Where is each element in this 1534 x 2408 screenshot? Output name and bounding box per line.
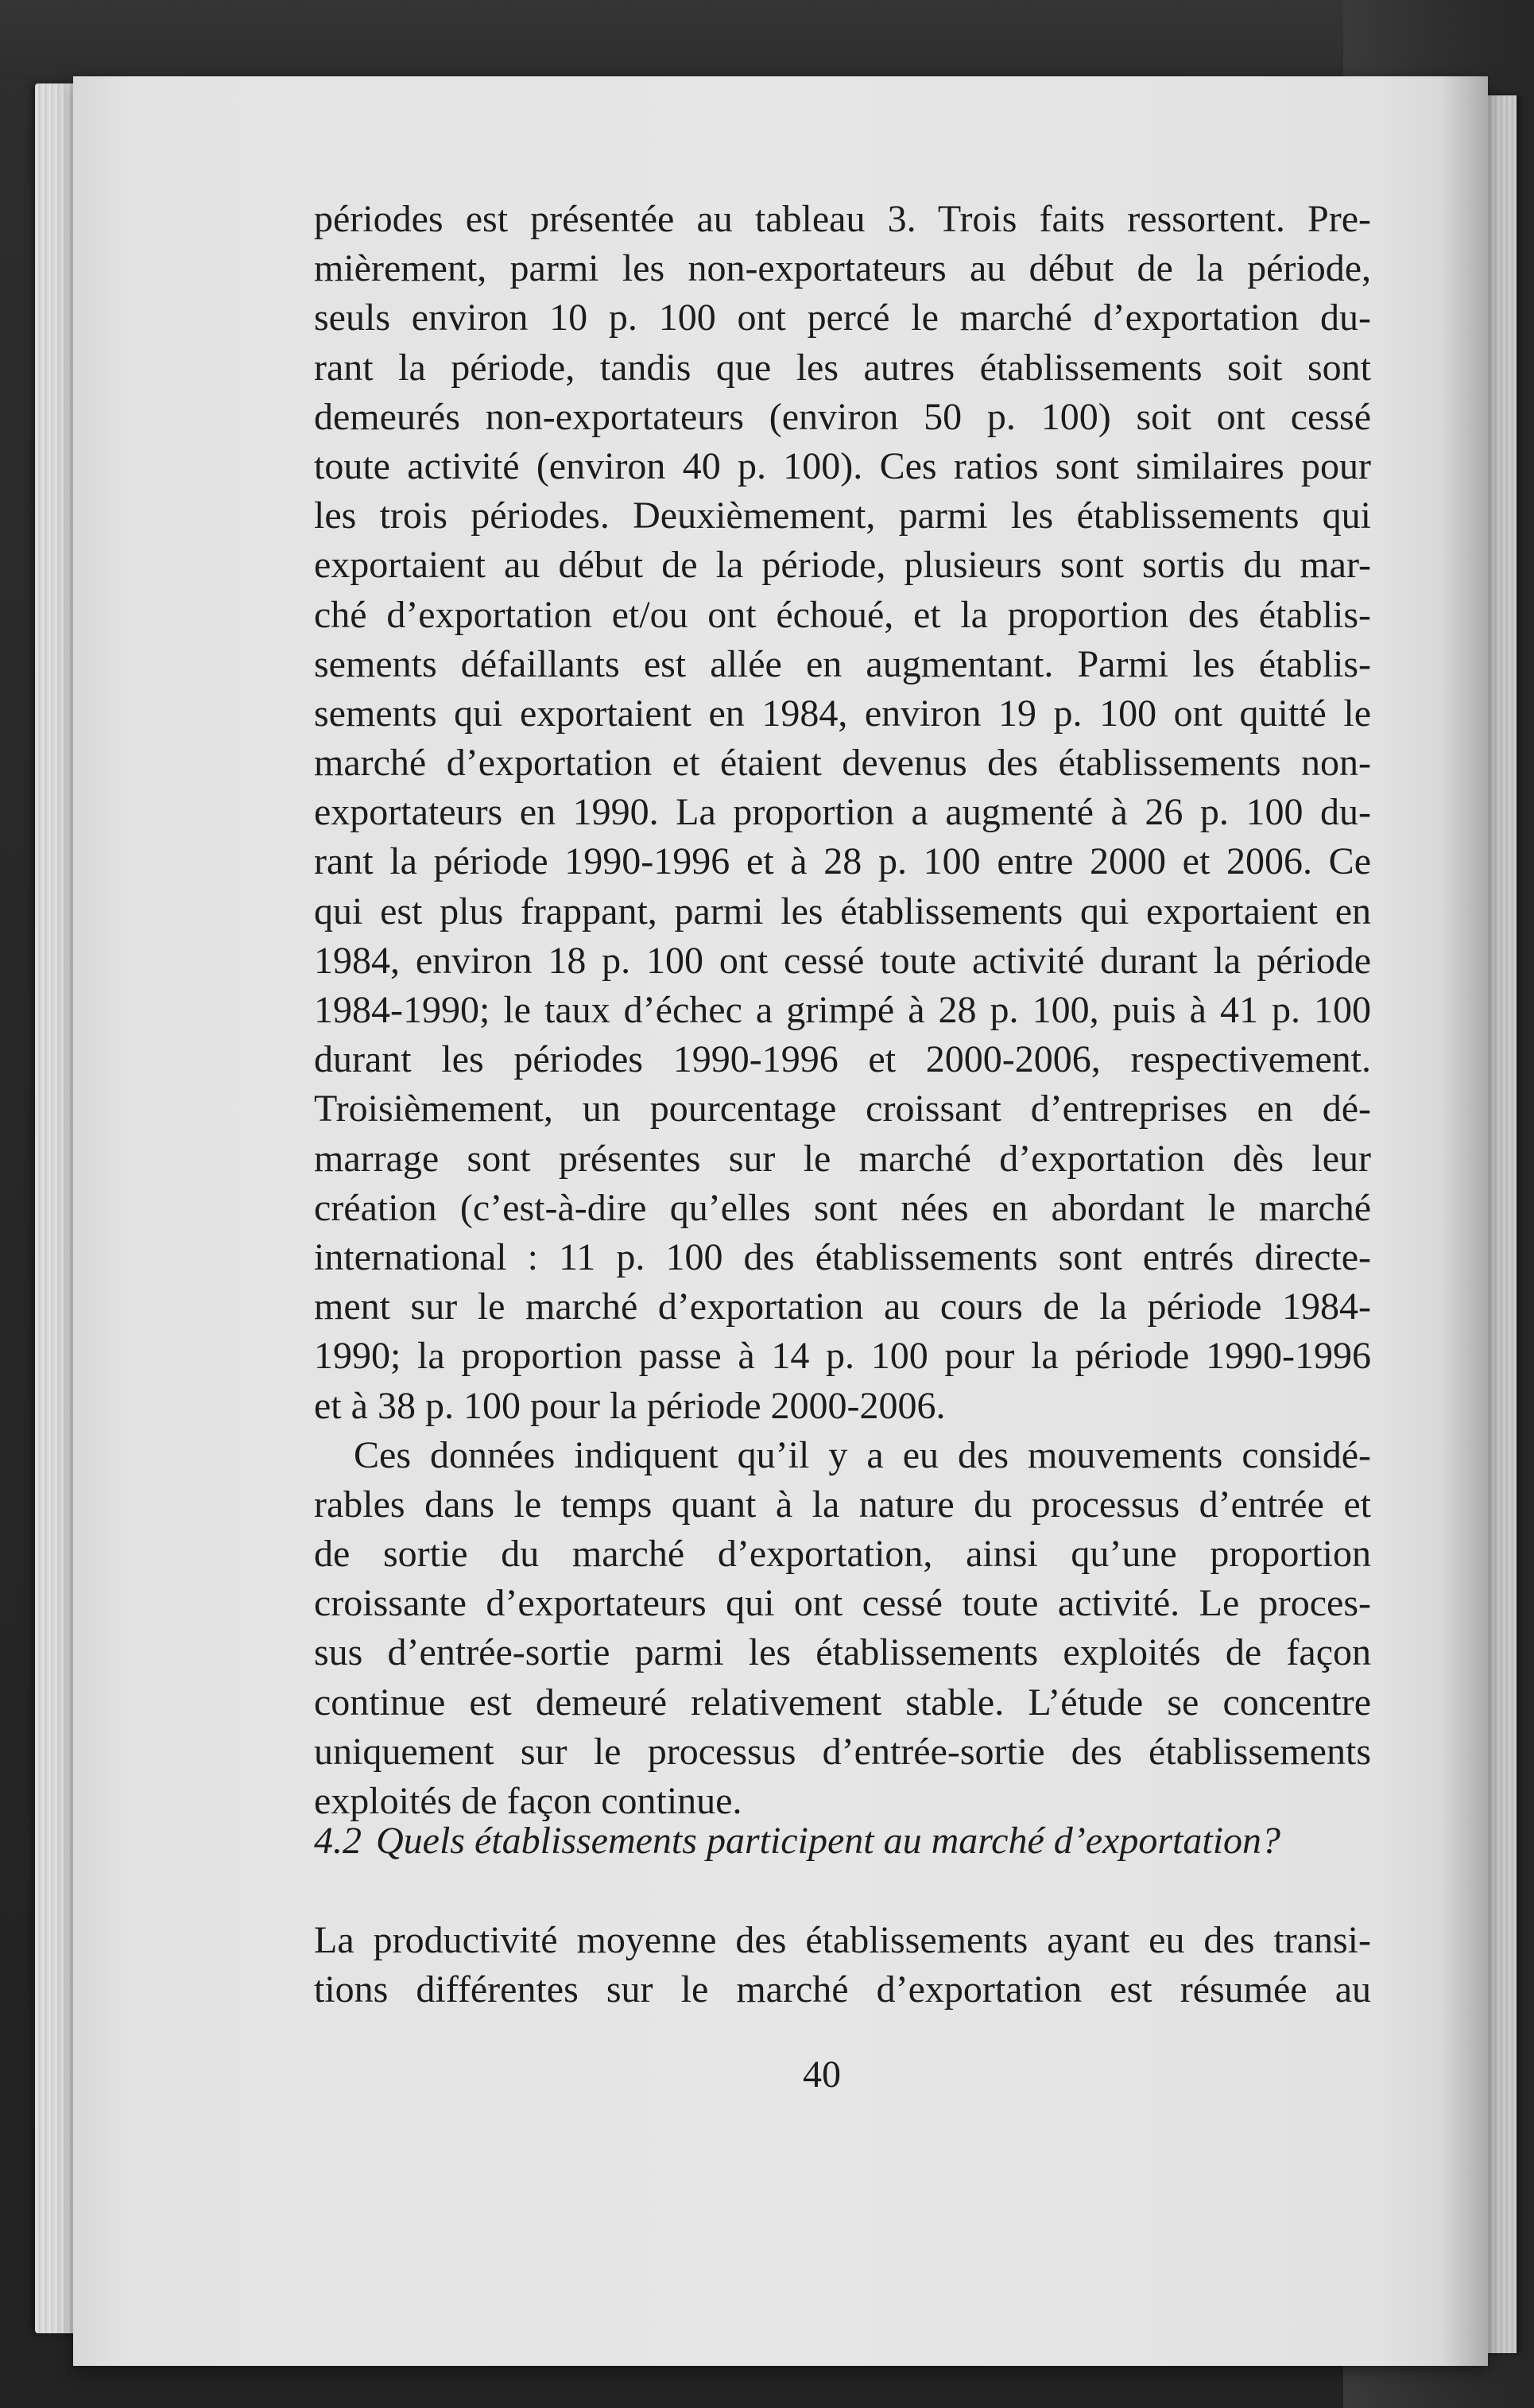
text-line: demeurés non-exportateurs (environ 50 p. 100) soit ont cessé xyxy=(314,395,1371,438)
text-line: sements défaillants est allée en augmentant. Parmi les établis- xyxy=(314,642,1371,685)
text-line: de sortie du marché d’exportation, ainsi qu’une proportion xyxy=(314,1533,1371,1576)
section-title: Quels établissements participent au marché d’exportation? xyxy=(376,1820,1281,1862)
page-number: 40 xyxy=(803,2053,841,2096)
text-line: international : 11 p. 100 des établissements sont entrés directe- xyxy=(314,1235,1371,1278)
text-line: qui est plus frappant, parmi les établissements qui exportaient en xyxy=(314,890,1371,933)
section-number: 4.2 xyxy=(314,1820,362,1862)
text-line: rant la période 1990-1996 et à 28 p. 100 entre 2000 et 2006. Ce xyxy=(314,840,1371,883)
text-line: uniquement sur le processus d’entrée-sortie des établissements xyxy=(314,1730,1371,1773)
text-line: et à 38 p. 100 pour la période 2000-2006. xyxy=(314,1384,946,1427)
paragraph-1 xyxy=(314,195,1371,1431)
text-line: La productivité moyenne des établissements ayant eu des transi- xyxy=(314,1919,1371,1961)
text-line: 1990; la proportion passe à 14 p. 100 pour la période 1990-1996 xyxy=(314,1335,1371,1378)
text-line: exportateurs en 1990. La proportion a augmenté à 26 p. 100 du- xyxy=(314,791,1371,834)
body-text xyxy=(314,195,1371,1826)
backdrop xyxy=(0,0,1534,79)
text-line: mièrement, parmi les non-exportateurs au début de la période, xyxy=(314,247,1371,290)
text-line: périodes est présentée au tableau 3. Trois faits ressortent. Pre- xyxy=(314,198,1371,240)
text-line: toute activité (environ 40 p. 100). Ces ratios sont similaires pour xyxy=(314,444,1371,487)
text-line: sus d’entrée-sortie parmi les établissements exploités de façon xyxy=(314,1631,1371,1674)
text-line: croissante d’exportateurs qui ont cessé toute activité. Le proces- xyxy=(314,1582,1371,1625)
text-line: Ces données indiquent qu’il y a eu des mouvements considé- xyxy=(354,1433,1371,1476)
section-heading xyxy=(314,1819,1371,1863)
text-line: rables dans le temps quant à la nature du processus d’entrée et xyxy=(314,1483,1371,1526)
paragraph-2 xyxy=(314,1431,1371,1827)
book-right-leaves xyxy=(1485,95,1517,2353)
text-line: ché d’exportation et/ou ont échoué, et la proportion des établis- xyxy=(314,593,1371,636)
gutter-shadow xyxy=(1440,76,1488,2366)
text-line: les trois périodes. Deuxièmement, parmi les établissements qui xyxy=(314,494,1371,537)
text-line: marché d’exportation et étaient devenus des établissements non- xyxy=(314,742,1371,785)
paragraph-3 xyxy=(314,1916,1371,2014)
text-line: 1984-1990; le taux d’échec a grimpé à 28 p. 100, puis à 41 p. 100 xyxy=(314,989,1371,1031)
text-line: exploités de façon continue. xyxy=(314,1780,742,1822)
text-line: création (c’est-à-dire qu’elles sont nées en abordant le marché xyxy=(314,1186,1371,1229)
text-line: marrage sont présentes sur le marché d’exportation dès leur xyxy=(314,1137,1371,1180)
text-line: rant la période, tandis que les autres établissements soit sont xyxy=(314,346,1371,389)
text-line: sements qui exportaient en 1984, environ 19 p. 100 ont quitté le xyxy=(314,692,1371,735)
text-line: durant les périodes 1990-1996 et 2000-2006, respectivement. xyxy=(314,1038,1371,1081)
text-line: seuls environ 10 p. 100 ont percé le marché d’exportation du- xyxy=(314,297,1371,339)
text-line: ment sur le marché d’exportation au cours de la période 1984- xyxy=(314,1285,1371,1328)
text-line: tions différentes sur le marché d’exportation est résumée au xyxy=(314,1968,1371,2011)
text-line: 1984, environ 18 p. 100 ont cessé toute activité durant la période xyxy=(314,939,1371,982)
text-line: exportaient au début de la période, plusieurs sont sortis du mar- xyxy=(314,544,1371,587)
text-line: continue est demeuré relativement stable. L’étude se concentre xyxy=(314,1681,1371,1724)
text-line: Troisièmement, un pourcentage croissant d’entreprises en dé- xyxy=(314,1088,1371,1130)
